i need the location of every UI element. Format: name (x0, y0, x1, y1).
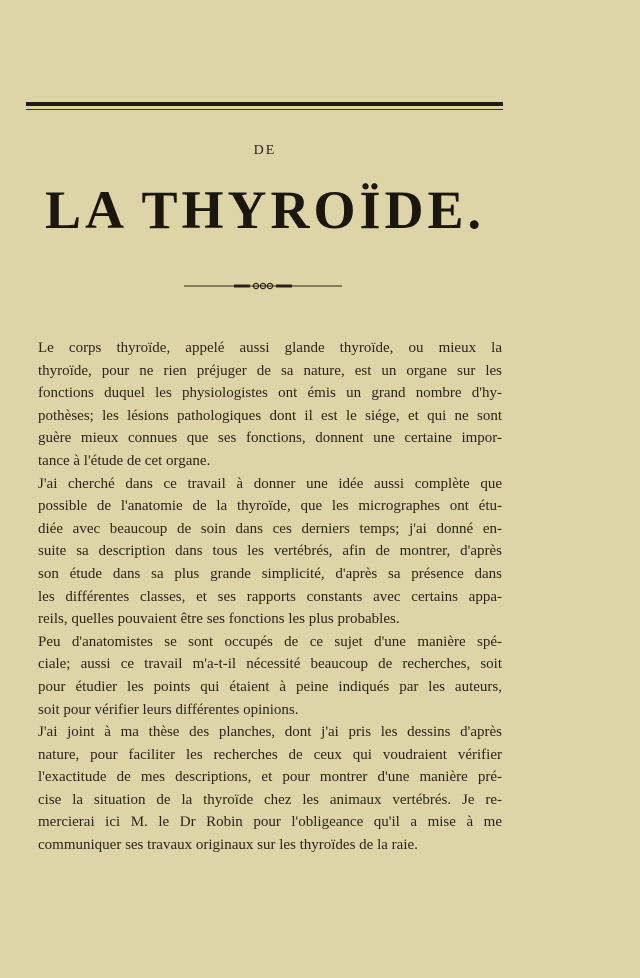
title-kicker: DE (253, 143, 277, 158)
paragraph (38, 631, 502, 721)
text-line: soit pour vérifier leurs différentes opinions. (38, 701, 299, 718)
text-line: mercierai ici M. le Dr Robin pour l'obligeance qu'il a mise à me (38, 814, 502, 831)
text-line: Le corps thyroïde, appelé aussi glande thyroïde, ou mieux la (38, 340, 502, 356)
text-line: suite sa description dans tous les vertébrés, afin de montrer, d'après (38, 543, 502, 560)
text-line: communiquer ses travaux originaux sur les thyroïdes de la raie. (38, 837, 418, 854)
text-line: ciale; aussi ce travail m'a-t-il nécessité beaucoup de recherches, soit (38, 656, 502, 673)
text-line: nature, pour faciliter les recherches de ceux qui voudraient vérifier (38, 746, 502, 763)
text-line: cise la situation de la thyroïde chez les animaux vertébrés. Je re- (38, 791, 502, 808)
text-line: fonctions duquel les physiologistes ont émis un grand nombre d'hy- (38, 385, 502, 402)
text-line: tance à l'étude de cet organe. (38, 452, 211, 469)
text-line: possible de l'anatomie de la thyroïde, que les micrographes ont étu- (38, 498, 502, 515)
text-line: pothèses; les lésions pathologiques dont il est le siége, et qui ne sont (38, 407, 502, 424)
paragraph (38, 721, 502, 857)
text-line: l'exactitude de mes descriptions, et pour montrer d'une manière pré- (38, 769, 502, 786)
text-line: reils, quelles pouvaient être ses fonctions les plus probables. (38, 611, 400, 628)
text-line: diée avec beaucoup de soin dans ces derniers temps; j'ai donné en- (38, 520, 502, 537)
text-line: les différentes classes, et ses rapports constants avec certains appa- (38, 588, 502, 605)
text-line: J'ai cherché dans ce travail à donner une idée aussi complète que (38, 475, 502, 492)
body-text (38, 337, 502, 857)
text-line: thyroïde, pour ne rien préjuger de sa nature, est un organe sur les (38, 362, 502, 379)
text-line: Peu d'anatomistes se sont occupés de ce sujet d'une manière spé- (38, 633, 502, 650)
text-line: guère mieux connues que ses fonctions, donnent une certaine impor- (38, 430, 502, 447)
text-line: son étude dans sa plus grande simplicité, d'après sa présence dans (38, 565, 502, 582)
paragraph (38, 473, 502, 631)
ornament-divider (184, 282, 342, 290)
header-rule-thick (26, 102, 503, 106)
paragraph (38, 337, 502, 473)
page-title: LA THYROÏDE. (44, 180, 486, 240)
text-line: J'ai joint à ma thèse des planches, dont j'ai pris les dessins d'après (38, 724, 502, 741)
text-line: pour étudier les points qui étaient à peine indiqués par les auteurs, (38, 678, 502, 695)
header-rule-thin (26, 109, 503, 110)
